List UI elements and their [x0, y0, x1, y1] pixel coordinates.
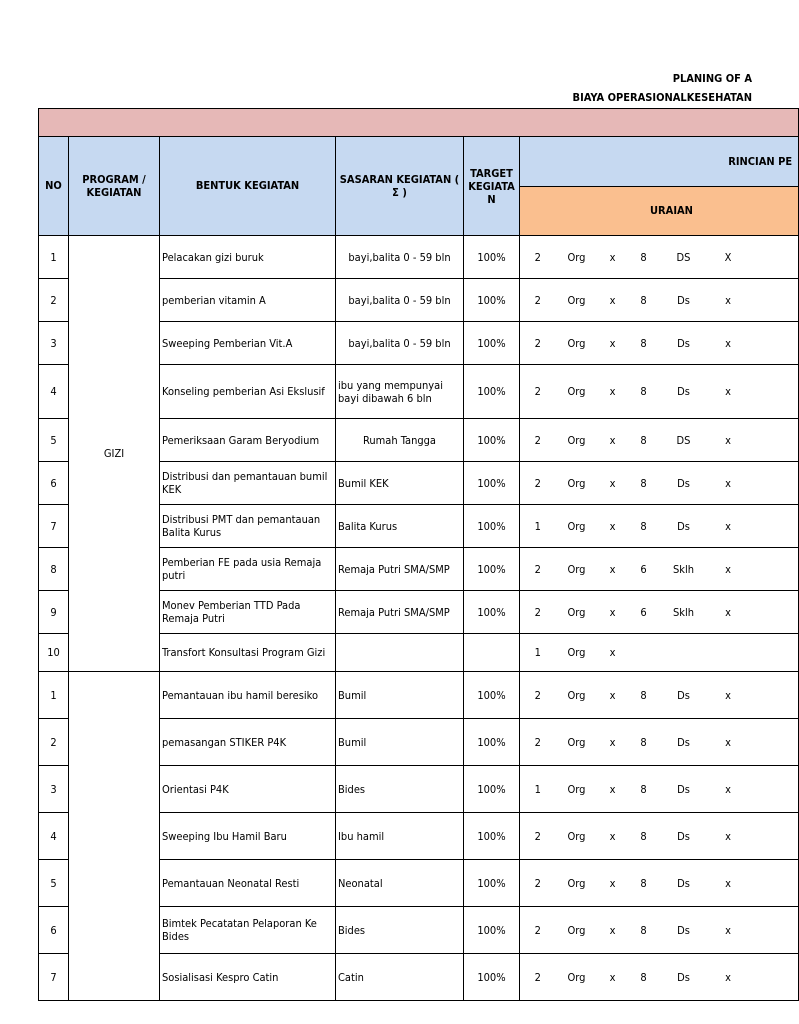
row-uraian-part: Org: [556, 860, 598, 907]
row-no: 1: [39, 672, 69, 719]
row-sasaran: bayi,balita 0 - 59 bln: [336, 236, 464, 279]
row-uraian-part: 8: [628, 365, 660, 419]
row-uraian-part: 8: [628, 236, 660, 279]
row-uraian-part: Sklh: [660, 548, 708, 591]
header-program: PROGRAM / KEGIATAN: [69, 137, 160, 236]
row-bentuk-kegiatan: Sweeping Ibu Hamil Baru: [160, 813, 336, 860]
row-uraian-tail: [749, 591, 799, 634]
row-uraian-part: 2: [520, 365, 556, 419]
row-no: 4: [39, 365, 69, 419]
row-uraian-part: x: [708, 907, 749, 954]
row-uraian-part: DS: [660, 419, 708, 462]
row-target: [464, 634, 520, 672]
row-uraian-part: x: [708, 813, 749, 860]
row-uraian-part: Ds: [660, 505, 708, 548]
row-uraian-part: x: [708, 279, 749, 322]
row-target: 100%: [464, 719, 520, 766]
row-no: 6: [39, 462, 69, 505]
row-uraian-part: x: [708, 419, 749, 462]
row-bentuk-kegiatan: Pemeriksaan Garam Beryodium: [160, 419, 336, 462]
row-uraian-part: [660, 634, 708, 672]
row-uraian-part: x: [598, 236, 628, 279]
row-uraian-part: 2: [520, 322, 556, 365]
row-uraian-part: x: [708, 505, 749, 548]
table-row: [39, 672, 799, 719]
program-cell-gizi: GIZI: [69, 236, 160, 672]
row-uraian-part: DS: [660, 236, 708, 279]
row-target: 100%: [464, 322, 520, 365]
row-uraian-part: 8: [628, 719, 660, 766]
row-uraian-part: x: [708, 860, 749, 907]
row-bentuk-kegiatan: Sosialisasi Kespro Catin: [160, 954, 336, 1001]
row-uraian-part: 6: [628, 548, 660, 591]
row-uraian-part: [628, 634, 660, 672]
row-uraian-part: x: [598, 672, 628, 719]
row-uraian-part: 2: [520, 279, 556, 322]
row-bentuk-kegiatan: Bimtek Pecatatan Pelaporan Ke Bides: [160, 907, 336, 954]
row-uraian-part: Org: [556, 419, 598, 462]
row-target: 100%: [464, 279, 520, 322]
row-uraian-tail: [749, 365, 799, 419]
row-uraian-part: x: [598, 505, 628, 548]
row-no: 7: [39, 505, 69, 548]
row-target: 100%: [464, 954, 520, 1001]
row-uraian-part: x: [598, 365, 628, 419]
row-uraian-part: Ds: [660, 322, 708, 365]
row-uraian-part: Ds: [660, 279, 708, 322]
header-rincian: RINCIAN PE: [520, 137, 799, 187]
row-uraian-part: x: [598, 813, 628, 860]
row-uraian-tail: [749, 279, 799, 322]
row-sasaran: bayi,balita 0 - 59 bln: [336, 322, 464, 365]
row-uraian-part: x: [598, 419, 628, 462]
row-uraian-part: Ds: [660, 907, 708, 954]
row-bentuk-kegiatan: Distribusi PMT dan pemantauan Balita Kurus: [160, 505, 336, 548]
row-sasaran: Bides: [336, 907, 464, 954]
row-uraian-part: 8: [628, 766, 660, 813]
row-uraian-tail: [749, 954, 799, 1001]
row-sasaran: Bides: [336, 766, 464, 813]
row-uraian-part: Ds: [660, 672, 708, 719]
row-sasaran: Catin: [336, 954, 464, 1001]
row-uraian-part: x: [708, 766, 749, 813]
row-uraian-part: Org: [556, 766, 598, 813]
row-uraian-part: 1: [520, 766, 556, 813]
row-target: 100%: [464, 672, 520, 719]
row-uraian-part: 1: [520, 505, 556, 548]
row-sasaran: [336, 634, 464, 672]
row-uraian-part: Org: [556, 907, 598, 954]
row-uraian-part: 2: [520, 954, 556, 1001]
header-row-1: [39, 137, 799, 187]
row-target: 100%: [464, 236, 520, 279]
row-no: 3: [39, 766, 69, 813]
row-sasaran: bayi,balita 0 - 59 bln: [336, 279, 464, 322]
row-uraian-part: 1: [520, 634, 556, 672]
row-uraian-part: x: [708, 462, 749, 505]
row-uraian-part: Ds: [660, 813, 708, 860]
table-row: [39, 236, 799, 279]
row-uraian-part: Org: [556, 365, 598, 419]
row-target: 100%: [464, 860, 520, 907]
row-uraian-part: x: [598, 860, 628, 907]
row-bentuk-kegiatan: Transfort Konsultasi Program Gizi: [160, 634, 336, 672]
row-uraian-part: x: [598, 766, 628, 813]
row-sasaran: Balita Kurus: [336, 505, 464, 548]
row-uraian-part: 8: [628, 860, 660, 907]
row-uraian-part: 8: [628, 322, 660, 365]
row-uraian-part: 2: [520, 548, 556, 591]
row-sasaran: Rumah Tangga: [336, 419, 464, 462]
row-uraian-tail: [749, 419, 799, 462]
row-uraian-part: Org: [556, 591, 598, 634]
row-uraian-tail: [749, 813, 799, 860]
row-sasaran: Neonatal: [336, 860, 464, 907]
row-uraian-part: x: [598, 954, 628, 1001]
row-uraian-part: x: [598, 548, 628, 591]
row-target: 100%: [464, 907, 520, 954]
header-sasaran-kegiatan: SASARAN KEGIATAN ( Σ ): [336, 137, 464, 236]
row-target: 100%: [464, 419, 520, 462]
row-bentuk-kegiatan: Sweeping Pemberian Vit.A: [160, 322, 336, 365]
row-uraian-part: x: [598, 634, 628, 672]
document-title: PLANING OF A: [672, 72, 752, 85]
document-subtitle: BIAYA OPERASIONALKESEHATAN: [572, 91, 752, 104]
row-uraian-part: x: [708, 672, 749, 719]
planning-table: [38, 108, 799, 1001]
row-bentuk-kegiatan: Pelacakan gizi buruk: [160, 236, 336, 279]
row-uraian-tail: [749, 634, 799, 672]
row-uraian-part: Org: [556, 813, 598, 860]
row-sasaran: Bumil: [336, 672, 464, 719]
row-no: 2: [39, 279, 69, 322]
row-uraian-part: Ds: [660, 766, 708, 813]
row-target: 100%: [464, 462, 520, 505]
row-sasaran: Bumil KEK: [336, 462, 464, 505]
row-no: 5: [39, 860, 69, 907]
row-uraian-part: x: [598, 591, 628, 634]
row-bentuk-kegiatan: pemberian vitamin A: [160, 279, 336, 322]
row-uraian-part: 2: [520, 907, 556, 954]
row-bentuk-kegiatan: Orientasi P4K: [160, 766, 336, 813]
row-uraian-part: 2: [520, 462, 556, 505]
row-uraian-tail: [749, 719, 799, 766]
row-uraian-part: x: [708, 548, 749, 591]
row-uraian-part: Org: [556, 634, 598, 672]
row-no: 7: [39, 954, 69, 1001]
header-bentuk-kegiatan: BENTUK KEGIATAN: [160, 137, 336, 236]
row-bentuk-kegiatan: Distribusi dan pemantauan bumil KEK: [160, 462, 336, 505]
row-uraian-part: Org: [556, 954, 598, 1001]
row-uraian-part: Ds: [660, 719, 708, 766]
row-target: 100%: [464, 505, 520, 548]
row-uraian-part: Org: [556, 279, 598, 322]
row-uraian-part: Ds: [660, 365, 708, 419]
row-uraian-tail: [749, 236, 799, 279]
row-target: 100%: [464, 813, 520, 860]
row-uraian-part: Org: [556, 462, 598, 505]
row-uraian-part: 2: [520, 672, 556, 719]
row-uraian-part: 8: [628, 419, 660, 462]
planning-table-sheet: [38, 108, 793, 994]
row-uraian-part: 2: [520, 591, 556, 634]
row-uraian-part: Org: [556, 236, 598, 279]
row-no: 1: [39, 236, 69, 279]
row-uraian-part: Org: [556, 505, 598, 548]
row-uraian-part: 2: [520, 419, 556, 462]
row-bentuk-kegiatan: Pemantauan ibu hamil beresiko: [160, 672, 336, 719]
row-uraian-tail: [749, 548, 799, 591]
row-uraian-part: 8: [628, 505, 660, 548]
row-uraian-part: x: [708, 322, 749, 365]
row-bentuk-kegiatan: pemasangan STIKER P4K: [160, 719, 336, 766]
row-uraian-part: Org: [556, 719, 598, 766]
row-bentuk-kegiatan: Konseling pemberian Asi Ekslusif: [160, 365, 336, 419]
row-uraian-part: 8: [628, 813, 660, 860]
row-uraian-part: 6: [628, 591, 660, 634]
row-uraian-part: 2: [520, 813, 556, 860]
row-uraian-part: 8: [628, 462, 660, 505]
row-uraian-tail: [749, 907, 799, 954]
row-no: 5: [39, 419, 69, 462]
row-uraian-tail: [749, 672, 799, 719]
row-uraian-part: x: [598, 462, 628, 505]
row-uraian-part: 8: [628, 672, 660, 719]
row-uraian-part: Ds: [660, 860, 708, 907]
row-uraian-part: Ds: [660, 462, 708, 505]
row-uraian-part: x: [708, 365, 749, 419]
header-uraian: URAIAN: [520, 187, 799, 236]
row-sasaran: Remaja Putri SMA/SMP: [336, 548, 464, 591]
row-bentuk-kegiatan: Monev Pemberian TTD Pada Remaja Putri: [160, 591, 336, 634]
row-sasaran: ibu yang mempunyai bayi dibawah 6 bln: [336, 365, 464, 419]
row-uraian-tail: [749, 766, 799, 813]
row-target: 100%: [464, 766, 520, 813]
row-uraian-part: x: [598, 719, 628, 766]
row-bentuk-kegiatan: Pemberian FE pada usia Remaja putri: [160, 548, 336, 591]
row-uraian-part: x: [708, 954, 749, 1001]
row-uraian-part: x: [598, 279, 628, 322]
header-no: NO: [39, 137, 69, 236]
row-uraian-tail: [749, 860, 799, 907]
row-target: 100%: [464, 591, 520, 634]
row-uraian-part: Org: [556, 548, 598, 591]
row-uraian-part: 8: [628, 954, 660, 1001]
row-uraian-tail: [749, 322, 799, 365]
row-uraian-part: Sklh: [660, 591, 708, 634]
pink-banner-row: [39, 109, 799, 137]
row-uraian-part: Ds: [660, 954, 708, 1001]
row-uraian-part: x: [598, 907, 628, 954]
row-uraian-part: x: [708, 719, 749, 766]
row-uraian-part: 8: [628, 907, 660, 954]
row-no: 3: [39, 322, 69, 365]
row-uraian-part: Org: [556, 322, 598, 365]
row-no: 2: [39, 719, 69, 766]
row-bentuk-kegiatan: Pemantauan Neonatal Resti: [160, 860, 336, 907]
row-uraian-part: x: [708, 591, 749, 634]
row-uraian-tail: [749, 462, 799, 505]
header-target-kegiatan: TARGET KEGIATA N: [464, 137, 520, 236]
row-no: 10: [39, 634, 69, 672]
row-uraian-part: 8: [628, 279, 660, 322]
row-no: 8: [39, 548, 69, 591]
row-sasaran: Remaja Putri SMA/SMP: [336, 591, 464, 634]
row-no: 4: [39, 813, 69, 860]
row-sasaran: Bumil: [336, 719, 464, 766]
row-uraian-part: 2: [520, 719, 556, 766]
row-target: 100%: [464, 548, 520, 591]
row-uraian-part: 2: [520, 860, 556, 907]
row-uraian-part: X: [708, 236, 749, 279]
program-cell-kia: [69, 672, 160, 1001]
row-sasaran: Ibu hamil: [336, 813, 464, 860]
row-uraian-part: [708, 634, 749, 672]
row-uraian-part: Org: [556, 672, 598, 719]
row-uraian-part: x: [598, 322, 628, 365]
row-target: 100%: [464, 365, 520, 419]
row-no: 9: [39, 591, 69, 634]
row-no: 6: [39, 907, 69, 954]
row-uraian-tail: [749, 505, 799, 548]
row-uraian-part: 2: [520, 236, 556, 279]
